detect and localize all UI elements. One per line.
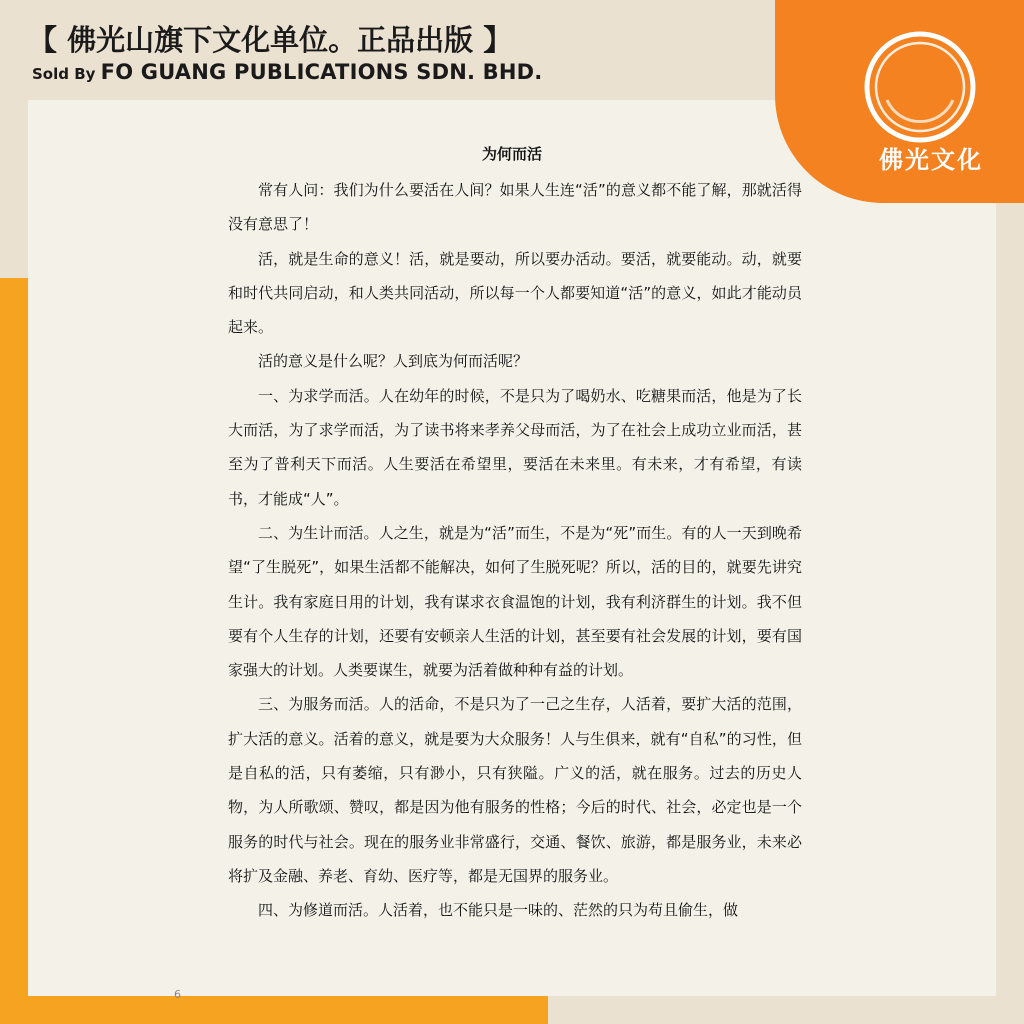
brand-name: 佛光文化	[879, 145, 983, 174]
paragraph: 三、为服务而活。人的活命，不是只为了一己之生存，人活着，要扩大活的范围，扩大活的意义。活着的意义，就是要为大众服务！人与生俱来，就有“自私”的习性，但是自私的活，只有萎缩，只有渺小，只有狭隘。广义的活，就在服务。过去的历史人物，为人所歌颂、赞叹，都是因为他有服务的性格；今后的时代、社会，必定也是一个服务的时代与社会。现在的服务业非常盛行，交通、餐饮、旅游，都是服务业，未来必将扩及金融、养老、育幼、医疗等，都是无国界的服务业。	[228, 695, 802, 885]
left-decorative-stripe	[0, 278, 28, 1024]
paragraph: 活，就是生命的意义！活，就是要动，所以要办活动。要活，就要能动。动，就要和时代共同启动，和人类共同活动，所以每一个人都要知道“活”的意义，如此才能动员起来。	[228, 249, 802, 337]
paragraph: 一、为求学而活。人在幼年的时候，不是只为了喝奶水、吃糖果而活，他是为了长大而活，为了求学而活，为了读书将来孝养父母而活，为了在社会上成功立业而活，甚至为了普利天下而活。人生要活在希望里，要活在未来里。有未来，才有希望，有读书，才能成“人”。	[228, 386, 802, 508]
banner-title: 【 佛光山旗下文化单位。正品出版 】	[28, 23, 513, 57]
publisher-name: FO GUANG PUBLICATIONS SDN. BHD.	[100, 60, 543, 84]
bottom-decorative-stripe	[0, 996, 548, 1024]
paragraph: 二、为生计而活。人之生，就是为“活”而生，不是为“死”而生。有的人一天到晚希望“了生脱死”，如果生活都不能解决，如何了生脱死呢？所以，活的目的，就要先讲究生计。我有家庭日用的计划，我有谋求衣食温饱的计划，我有利济群生的计划。我不但要有个人生存的计划，还要有安顿亲人生活的计划，甚至要有社会发展的计划，要有国家强大的计划。人类要谋生，就要为活着做种种有益的计划。	[228, 523, 802, 680]
sold-by-prefix: Sold By	[32, 65, 101, 83]
page-body	[228, 173, 802, 928]
paragraph: 活的意义是什么呢？人到底为何而活呢？	[258, 352, 529, 371]
sold-by-line	[32, 60, 542, 86]
brand-badge	[775, 0, 1024, 203]
paragraph: 四、为修道而活。人活着，也不能只是一味的、茫然的只为苟且偷生，做	[258, 901, 739, 920]
chapter-title: 为何而活	[481, 145, 542, 163]
sun-ring-logo-icon	[861, 28, 979, 146]
publisher-header	[28, 14, 748, 98]
paragraph: 常有人问：我们为什么要活在人间？如果人生连“活”的意义都不能了解，那就活得没有意思了！	[228, 181, 802, 234]
page-number: 6	[174, 988, 181, 1001]
book-page	[28, 100, 996, 1001]
